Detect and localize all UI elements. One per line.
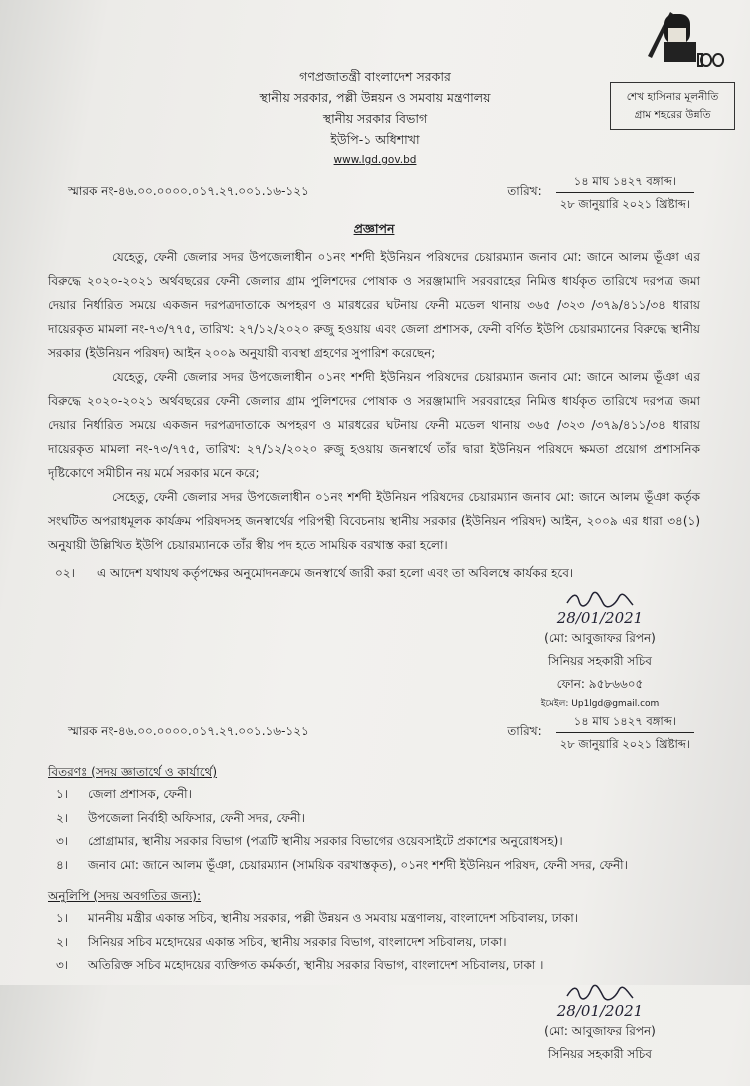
letterhead [150, 66, 600, 171]
list-item: ৪। জনাব মো: জানে আলম ভূঁঞা, চেয়ারম্যান (সাময়িক বরখাস্তকৃত), ০১নং শর্শদী ইউনিয়ন পরিষদ, ফেনী সদর, ফেনী। [56, 857, 628, 872]
mujib-borsho-logo [640, 6, 730, 72]
clause-number: ০২। [55, 566, 75, 580]
date-label: তারিখ: [507, 183, 542, 198]
copy-list [48, 907, 700, 978]
list-item: ২। উপজেলা নির্বাহী অফিসার, ফেনী সদর, ফেনী। [56, 810, 305, 825]
date-label: তারিখ: [507, 723, 542, 738]
signature-scribble-icon [565, 591, 635, 609]
distribution-list [48, 783, 700, 877]
paragraph-2: যেহেতু, ফেনী জেলার সদর উপজেলাধীন ০১নং শর্শদী ইউনিয়ন পরিষদের চেয়ারম্যান জনাব মো: জানে আলম ভূঁঞা এর বিরুদ্ধে ২০২০-২০২১ অর্থবছরের ফেনী জেলার গ্রাম পুলিশদের পোষাক ও সরঞ্জামাদি সরবরাহের নিমিত্ত ধার্যকৃত তারিখে দরপত্র জমা দেয়ার নির্ধারিত সময়ে একজন দরপত্রদাতাকে অপহরণ ও মারধরের ঘটনায় ফেনী মডেল থানায় ৩৬৫ /৩২৩ /৩৭৯/৪১১/৩৪ ধারায় দায়েরকৃত মামলা নং-৭৩/৭৭৫, তারিখ: ২৭/১২/২০২০ রুজু হওয়ায় জনস্বার্থে তাঁর দ্বারা ইউনিয়ন পরিষদে ক্ষমতা প্রয়োগ প্রশাসনিক দৃষ্টিকোণে সমীচীন নয় মর্মে সরকার মনে করে; [48, 370, 700, 480]
document-body [48, 172, 700, 1086]
signatory-designation: সিনিয়র সহকারী সচিব [548, 654, 652, 668]
memo-row-2 [48, 712, 700, 753]
signatory-name: (মো: আবুজাফর রিপন) [544, 1023, 656, 1038]
date-bangla: ১৪ মাঘ ১৪২৭ বঙ্গাব্দ। [556, 172, 694, 193]
portrait-icon [640, 6, 730, 72]
motto-line: শেখ হাসিনার মূলনীতি [626, 91, 719, 103]
date-english: ২৮ জানুয়ারি ২০২১ খ্রিষ্টাব্দ। [559, 737, 690, 751]
government-name: গণপ্রজাতন্ত্রী বাংলাদেশ সরকার [299, 69, 451, 84]
list-item: ৩। প্রোগ্রামার, স্থানীয় সরকার বিভাগ (পত্রটি স্থানীয় সরকার বিভাগের ওয়েবসাইটে প্রকাশের অনুরোধসহ)। [56, 834, 563, 848]
signatory-designation: সিনিয়র সহকারী সচিব [548, 1046, 652, 1061]
date-english: ২৮ জানুয়ারি ২০২১ খ্রিষ্টাব্দ। [559, 197, 690, 211]
list-item: ২। সিনিয়র সচিব মহোদয়ের একান্ত সচিব, স্থানীয় সরকার বিভাগ, বাংলাদেশ সচিবালয়, ঢাকা। [56, 934, 507, 949]
document-title: প্রজ্ঞাপন [353, 221, 395, 236]
paragraph-3: সেহেতু, ফেনী জেলার সদর উপজেলাধীন ০১নং শর্শদী ইউনিয়ন পরিষদের চেয়ারম্যান জনাব মো: জানে আলম ভূঁঞা কর্তৃক সংঘটিত অপরাধমূলক কার্যক্রম পরিষদসহ জনস্বার্থের পরিপন্থী বিবেচনায় স্থানীয় সরকার (ইউনিয়ন পরিষদ) আইন, ২০০৯ এর ধারা ৩৪(১) অনুযায়ী উল্লিখিত ইউপি চেয়ারম্যানকে তাঁর স্বীয় পদ হতে সাময়িক বরখাস্ত করা হলো। [48, 490, 700, 552]
list-item: ১। মাননীয় মন্ত্রীর একান্ত সচিব, স্থানীয় সরকার, পল্লী উন্নয়ন ও সমবায় মন্ত্রণালয়, বাংলাদেশ সচিবালয়, ঢাকা। [56, 911, 579, 925]
distribution-heading: বিতরণঃ (সদয় জ্ঞাতার্থে ও কার্যার্থে) [48, 765, 218, 779]
date-block [507, 172, 700, 213]
list-item: ১। জেলা প্রশাসক, ফেনী। [56, 787, 192, 801]
handwritten-signature: 28/01/2021 [500, 591, 700, 627]
memo-number: স্মারক নং-৪৬.০০.০০০০.০১৭.২৭.০০১.১৬-১২১ [68, 183, 309, 198]
copy-heading: অনুলিপি (সদয় অবগতির জন্য): [48, 889, 202, 903]
handwritten-signature-2: 28/01/2021 [500, 984, 700, 1020]
clause-02 [48, 561, 700, 585]
clause-text: এ আদেশ যথাযথ কর্তৃপক্ষের অনুমোদনক্রমে জনস্বার্থে জারী করা হলো এবং তা অবিলম্বে কার্যকর হবে। [97, 566, 574, 580]
signatory-phone: ফোন: ৯৫৮৬৬০৫ [556, 677, 644, 691]
ministry-name: স্থানীয় সরকার, পল্লী উন্নয়ন ও সমবায় মন্ত্রণালয় [259, 90, 491, 105]
division-name: স্থানীয় সরকার বিভাগ [322, 111, 428, 126]
signatory-block-2 [500, 984, 700, 1066]
list-item: ৩। অতিরিক্ত সচিব মহোদয়ের ব্যক্তিগত কর্মকর্তা, স্থানীয় সরকার বিভাগ, বাংলাদেশ সচিবালয়, ঢাকা । [56, 958, 544, 972]
signatory-email[interactable]: ইমেইল: Up1lgd@gmail.com [540, 699, 660, 709]
motto-line: গ্রাম শহরের উন্নতি [634, 109, 711, 121]
branch-name: ইউপি-১ অধিশাখা [330, 132, 420, 147]
website-link[interactable]: www.lgd.gov.bd [333, 154, 417, 166]
signatory-block [500, 591, 700, 712]
signature-scribble-icon [565, 984, 635, 1002]
memo-row [48, 172, 700, 213]
paragraph-1: যেহেতু, ফেনী জেলার সদর উপজেলাধীন ০১নং শর্শদী ইউনিয়ন পরিষদের চেয়ারম্যান জনাব মো: জানে আলম ভূঁঞা এর বিরুদ্ধে ২০২০-২০২১ অর্থবছরের ফেনী জেলার গ্রাম পুলিশদের পোষাক ও সরঞ্জামাদি সরবরাহের নিমিত্ত ধার্যকৃত তারিখে দরপত্র জমা দেয়ার নির্ধারিত সময়ে একজন দরপত্রদাতাকে অপহরণ ও মারধরের ঘটনায় ফেনী মডেল থানায় ৩৬৫ /৩২৩ /৩৭৯/৪১১/৩৪ ধারায় দায়েরকৃত মামলা নং-৭৩/৭৭৫, তারিখ: ২৭/১২/২০২০ রুজু হওয়ায় এবং জেলা প্রশাসক, ফেনী বর্ণিত ইউপি চেয়ারম্যানের বিরুদ্ধে স্থানীয় সরকার (ইউনিয়ন পরিষদ) আইন ২০০৯ অনুযায়ী ব্যবস্থা গ্রহণের সুপারিশ করেছেন; [48, 250, 700, 360]
memo-number-2: স্মারক নং-৪৬.০০.০০০০.০১৭.২৭.০০১.১৬-১২১ [68, 723, 309, 738]
signatory-name: (মো: আবুজাফর রিপন) [544, 631, 656, 645]
date-bangla: ১৪ মাঘ ১৪২৭ বঙ্গাব্দ। [556, 712, 694, 733]
date-block-2 [507, 712, 700, 753]
motto-box [610, 82, 735, 130]
